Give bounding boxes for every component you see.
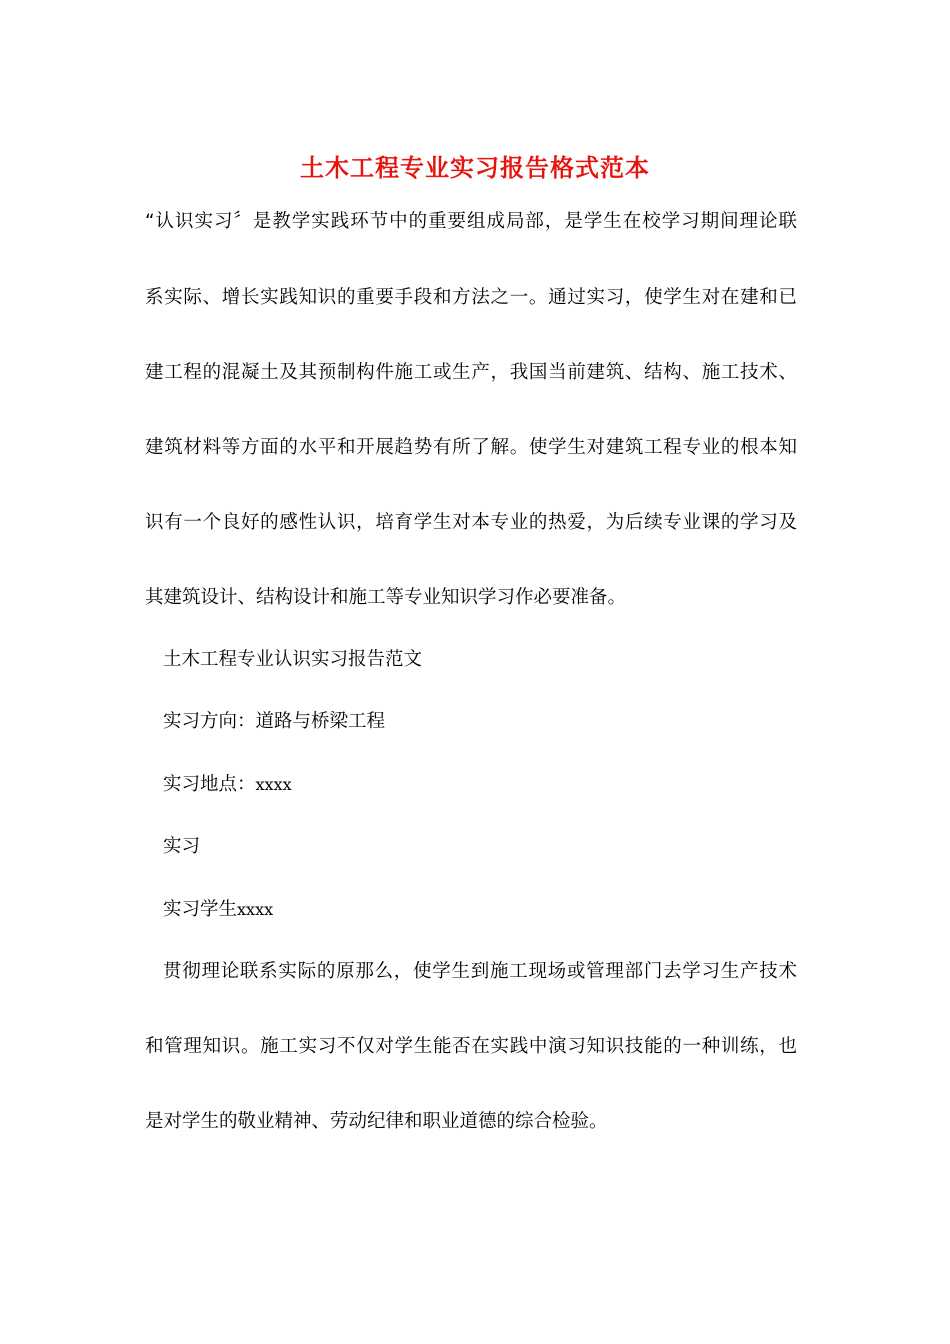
intro-line-1: “认识实习〞是教学实践环节中的重要组成局部，是学生在校学习期间理论联	[145, 211, 797, 232]
closing-line-3: 是对学生的敬业精神、劳动纪律和职业道德的综合检验。	[145, 1111, 608, 1132]
intro-line-2: 系实际、增长实践知识的重要手段和方法之一。通过实习，使学生对在建和已	[145, 287, 797, 308]
closing-line-2: 和管理知识。施工实习不仅对学生能否在实践中演习知识技能的一种训练，也	[145, 1036, 797, 1057]
student-label: 实习学生	[163, 899, 238, 920]
report-heading: 土木工程专业认识实习报告范文	[163, 649, 423, 670]
document-title: 土木工程专业实习报告格式范本	[300, 153, 650, 182]
location-line	[163, 770, 815, 800]
closing-line-1: 贯彻理论联系实际的原那么，使学生到施工现场或管理部门去学习生产技术	[163, 961, 797, 982]
student-value: xxxx	[237, 900, 274, 919]
practice-line: 实习	[163, 836, 201, 857]
intro-line-6: 其建筑设计、结构设计和施工等专业知识学习作必要准备。	[145, 587, 627, 608]
location-value: xxxx	[255, 775, 292, 794]
direction-value: 道路与桥梁工程	[255, 711, 386, 732]
student-line	[163, 895, 815, 925]
intro-line-5: 识有一个良好的感性认识，培育学生对本专业的热爱，为后续专业课的学习及	[145, 512, 797, 533]
direction-label: 实习方向：	[163, 711, 256, 732]
intro-line-3: 建工程的混凝土及其预制构件施工或生产，我国当前建筑、结构、施工技术、	[145, 362, 797, 383]
location-label: 实习地点：	[163, 774, 256, 795]
direction-line	[163, 707, 815, 737]
intro-line-4: 建筑材料等方面的水平和开展趋势有所了解。使学生对建筑工程专业的根本知	[145, 437, 797, 458]
